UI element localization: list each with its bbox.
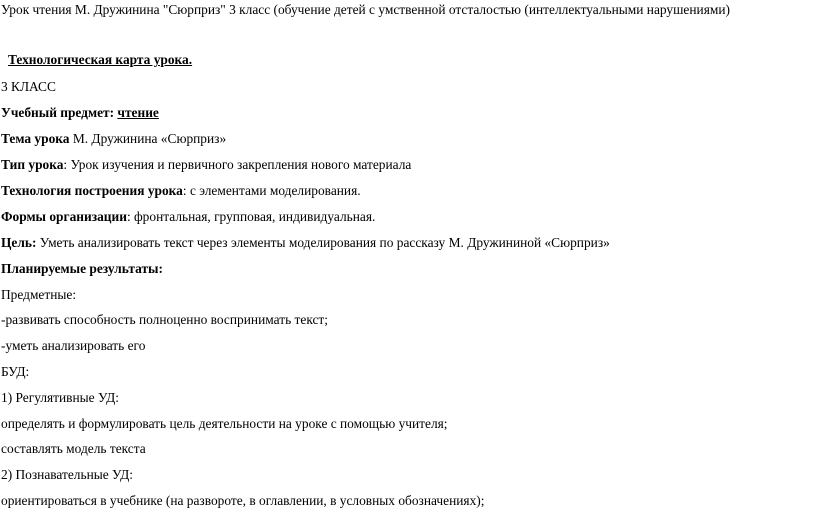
bud-heading: БУД: — [1, 364, 30, 379]
lesson-type-line — [1, 157, 411, 173]
lesson-type-label: Тип урока — [1, 157, 64, 172]
cognitive-heading: 2) Познавательные УД: — [1, 467, 134, 482]
planned-results-heading: Планируемые результаты: — [1, 261, 163, 276]
org-forms-line — [1, 209, 375, 225]
technology-line — [1, 183, 361, 199]
list-item: ориентироваться в учебнике (на развороте, в оглавлении, в условных обозначениях); — [1, 493, 485, 508]
list-item: определять и формулировать цель деятельности на уроке с помощью учителя; — [1, 416, 448, 431]
subject-label: Учебный предмет: — [1, 105, 118, 120]
list-item: составлять модель текста — [1, 441, 146, 456]
tech-map-title: Технологическая карта урока. — [8, 52, 193, 67]
org-forms-value: : фронтальная, групповая, индивидуальная. — [126, 209, 376, 224]
org-forms-label: Формы организации — [1, 209, 127, 224]
list-item: -развивать способность полноценно воспринимать текст; — [1, 312, 329, 327]
lesson-type-value: : Урок изучения и первичного закрепления нового материала — [63, 157, 412, 172]
grade-line: 3 КЛАСС — [1, 79, 56, 94]
list-item: -уметь анализировать его — [1, 338, 146, 353]
topic-line — [1, 131, 226, 147]
goal-label: Цель: — [1, 235, 37, 250]
technology-label: Технология построения урока — [1, 183, 183, 198]
subject-line — [1, 105, 159, 121]
header-line: Урок чтения М. Дружинина "Сюрприз" 3 класс (обучение детей с умственной отсталостью (интеллектуальными нарушениями) — [1, 2, 730, 17]
topic-label: Тема урока — [1, 131, 70, 146]
subject-results-heading: Предметные: — [1, 287, 77, 302]
technology-value: : с элементами моделирования. — [182, 183, 361, 198]
regulative-heading: 1) Регулятивные УД: — [1, 390, 119, 405]
goal-line — [1, 235, 610, 251]
topic-value: М. Дружинина «Сюрприз» — [69, 131, 227, 146]
goal-value: Уметь анализировать текст через элементы моделирования по рассказу М. Дружининой «Сюрприз» — [36, 235, 610, 250]
subject-value: чтение — [117, 105, 159, 120]
